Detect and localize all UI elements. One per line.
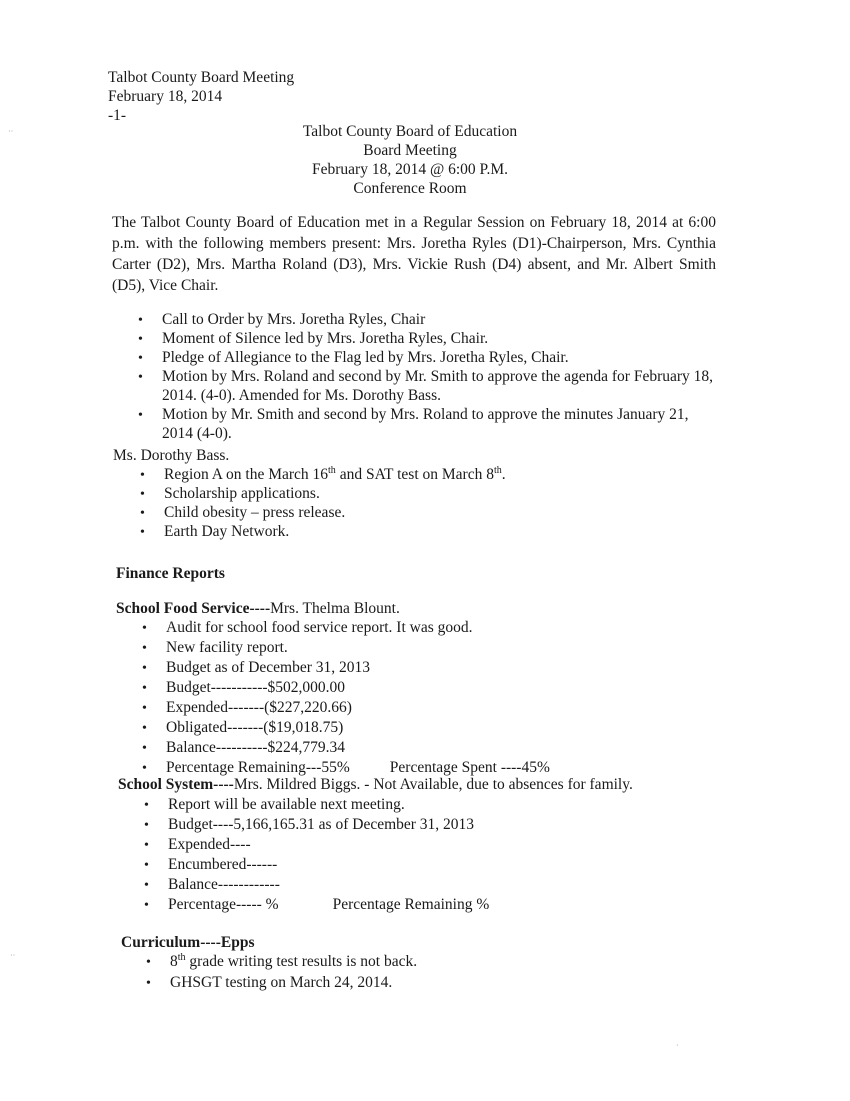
page-number: -1- [108,107,127,124]
meeting-datetime: February 18, 2014 @ 6:00 P.M. [312,161,508,178]
list-item: • Budget-----------$502,000.00 [140,678,700,698]
meeting-location: Conference Room [353,180,467,197]
list-item: • GHSGT testing on March 24, 2014. [144,972,704,993]
running-header [108,68,294,125]
scan-mark: ·· [10,951,16,960]
list-item: • Scholarship applications. [138,484,698,503]
school-system-list [142,795,702,915]
intro-paragraph: The Talbot County Board of Education met in a Regular Session on February 18, 2014 at 6:00 p.m. with the following members present: Mrs. Joretha Ryles (D1)-Chairperson, Mrs. Cynthia Carter (D2), Mrs. Martha Roland (D3), Mrs. Vickie Rush (D4) absent, and Mr. Albert Smith (D5), Vice Chair. [112,214,716,294]
curriculum-heading: Curriculum----Epps [121,934,255,951]
finance-reports-heading: Finance Reports [116,565,225,582]
list-item: • Obligated-------($19,018.75) [140,718,700,738]
food-service-heading: School Food Service----Mrs. Thelma Blount. [116,600,400,617]
list-item: • 8th grade writing test results is not back. [144,951,704,972]
food-service-list [140,618,700,778]
meeting-type: Board Meeting [363,142,457,159]
list-item: • Earth Day Network. [138,522,698,541]
list-item: • Motion by Mr. Smith and second by Mrs. Roland to approve the minutes January 21, 2014 (4-0). [136,405,716,443]
list-item: • Moment of Silence led by Mrs. Joretha Ryles, Chair. [136,329,716,348]
list-item: • Percentage----- % Percentage Remaining % [142,895,702,915]
scan-mark: ·· [8,127,14,136]
list-item: • Expended---- [142,835,702,855]
meeting-title-block [200,122,620,198]
header-date: February 18, 2014 [108,88,223,105]
list-item: • Budget as of December 31, 2013 [140,658,700,678]
list-item: • Audit for school food service report. It was good. [140,618,700,638]
board-name: Talbot County Board of Education [302,123,518,140]
list-item: • Region A on the March 16th and SAT test on March 8th. [138,465,698,484]
list-item: • Encumbered------ [142,855,702,875]
list-item: • Pledge of Allegiance to the Flag led by Mrs. Joretha Ryles, Chair. [136,348,716,367]
list-item: • Motion by Mrs. Roland and second by Mr. Smith to approve the agenda for February 18, 2014. (4-0). Amended for Ms. Dorothy Bass. [136,367,716,405]
list-item: • Budget----5,166,165.31 as of December 31, 2013 [142,815,702,835]
opening-items-list [136,310,716,443]
school-system-heading: School System----Mrs. Mildred Biggs. - Not Available, due to absences for family. [118,776,633,793]
list-item: • Expended-------($227,220.66) [140,698,700,718]
header-title: Talbot County Board Meeting [108,69,295,86]
list-item: • New facility report. [140,638,700,658]
list-item: • Balance------------ [142,875,702,895]
bass-heading: Ms. Dorothy Bass. [113,447,230,464]
bass-items-list [138,465,698,541]
list-item: • Call to Order by Mrs. Joretha Ryles, Chair [136,310,716,329]
list-item: • Balance----------$224,779.34 [140,738,700,758]
list-item: • Report will be available next meeting. [142,795,702,815]
list-item: • Child obesity – press release. [138,503,698,522]
curriculum-list [144,951,704,993]
scan-mark: · [676,1041,679,1050]
list-item: • Percentage Remaining---55% Percentage Spent ----45% [140,758,700,778]
